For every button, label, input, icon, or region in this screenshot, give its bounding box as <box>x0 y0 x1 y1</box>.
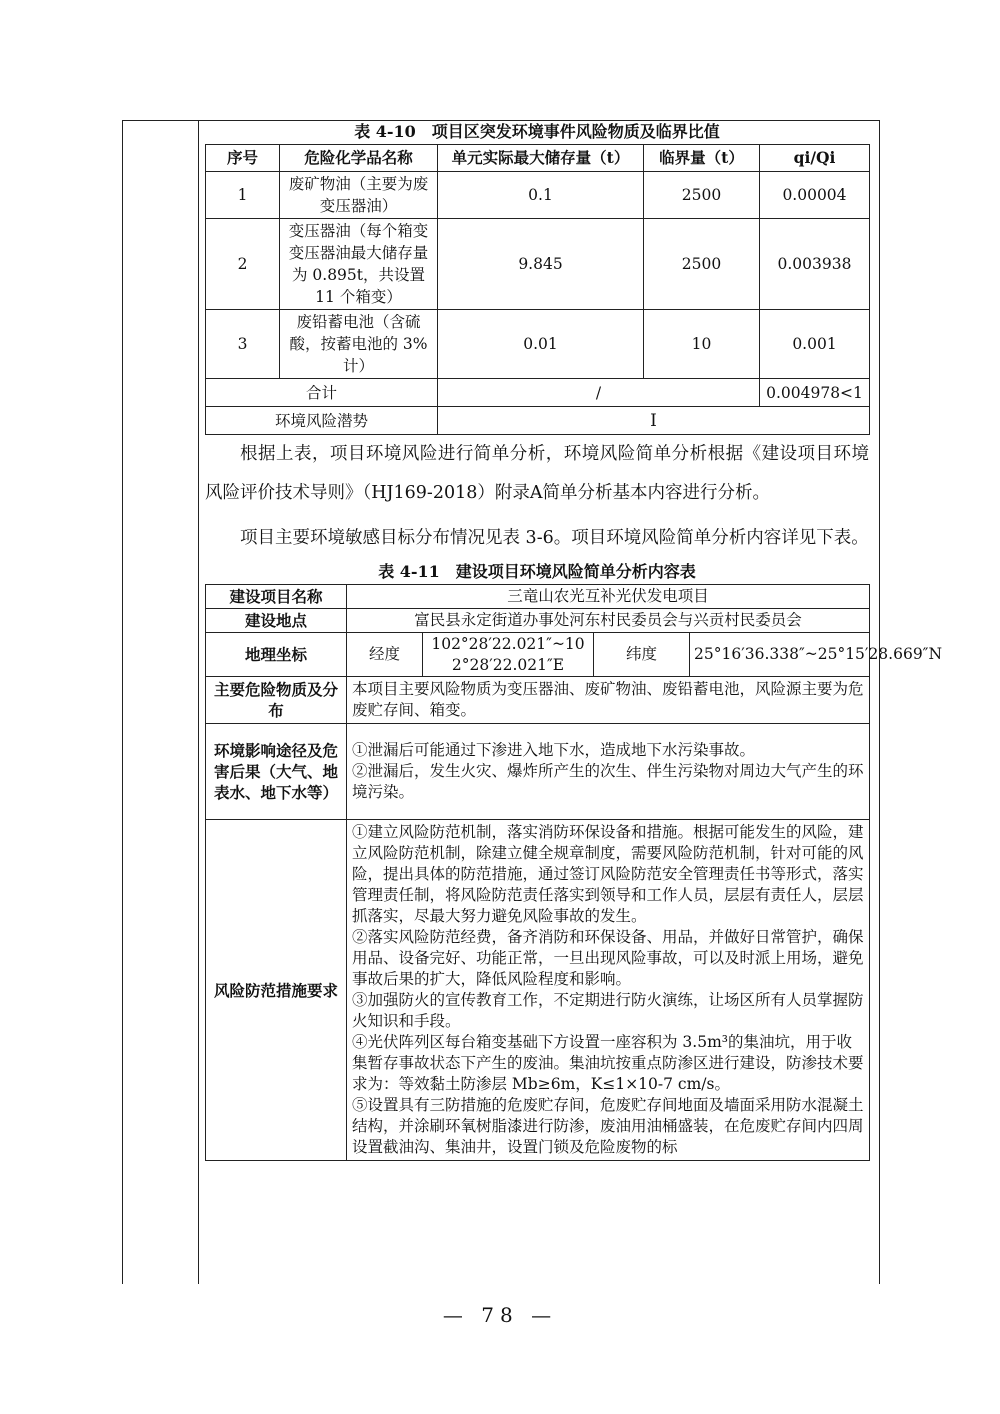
table-row <box>206 609 870 633</box>
measure-line: ④光伏阵列区每台箱变基础下方设置一座容积为 3.5m³的集油坑，用于收集暂存事故状态下产生的废油。集油坑按重点防渗区进行建设，防渗技术要求为：等效黏土防渗层 Mb≥6m，K≤1×10-7 cm/s。 <box>352 1033 864 1093</box>
header-cell: 危险化学品名称 <box>280 145 438 172</box>
potential-row <box>206 407 870 435</box>
table-row <box>206 820 870 1161</box>
header-cell: 临界量（t） <box>644 145 760 172</box>
measure-cell <box>347 820 870 1161</box>
impact-line: ①泄漏后可能通过下渗进入地下水，造成地下水污染事故。 <box>352 741 756 759</box>
measure-label: 风险防范措施要求 <box>206 820 347 1161</box>
lat-value: 25°16′36.338″~25°15′28.669″N <box>690 633 870 677</box>
cell-name: 变压器油（每个箱变变压器油最大储存量为 0.895t，共设置 11 个箱变） <box>280 219 438 310</box>
total-value: 0.004978<1 <box>760 379 870 407</box>
cell-critical: 10 <box>644 310 760 379</box>
lat-label: 纬度 <box>594 633 690 677</box>
page-content <box>205 120 943 1161</box>
cell-ratio: 0.001 <box>760 310 870 379</box>
location-label: 建设地点 <box>206 609 347 633</box>
paragraph: 项目主要环境敏感目标分布情况见表 3-6。项目环境风险简单分析内容详见下表。 <box>240 528 869 548</box>
measure-line: ①建立风险防范机制，落实消防环保设备和措施。根据可能发生的风险，建立风险防范机制，除建立健全规章制度，需要风险防范机制，针对可能的风险，提出具体的防范措施，通过签订风险防范安全管理责任书等形式，落实管理责任制，将风险防范责任落实到领导和工作人员，层层有责任人，层层抓落实，尽最大努力避免风险事故的发生。 <box>352 823 864 925</box>
table-row <box>206 677 870 724</box>
measure-line: ②落实风险防范经费，备齐消防和环保设备、用品，并做好日常管护，确保用品、设备完好、功能正常，一旦出现风险事故，可以及时派上用场，避免事故后果的扩大，降低风险程度和影响。 <box>352 928 864 988</box>
location: 富民县永定街道办事处河东村民委员会与兴贡村民委员会 <box>347 609 870 633</box>
potential-label: 环境风险潜势 <box>206 407 438 435</box>
cell-no: 3 <box>206 310 280 379</box>
cell-max: 0.1 <box>438 172 644 219</box>
cell-no: 1 <box>206 172 280 219</box>
cell-critical: 2500 <box>644 219 760 310</box>
hazard-label: 主要危险物质及分布 <box>206 677 347 724</box>
table-header-row <box>206 145 870 172</box>
page-number: — 78 — <box>442 1303 558 1327</box>
cell-max: 9.845 <box>438 219 644 310</box>
cell-max: 0.01 <box>438 310 644 379</box>
lon-value: 102°28′22.021″~102°28′22.021″E <box>423 633 594 677</box>
table-410-caption: 表 4-10 项目区突发环境事件风险物质及临界比值 <box>354 122 720 141</box>
cell-no: 2 <box>206 219 280 310</box>
measure-line: ③加强防火的宣传教育工作，不定期进行防火演练，让场区所有人员掌握防火知识和手段。 <box>352 991 864 1030</box>
header-cell: 序号 <box>206 145 280 172</box>
paragraph: 根据上表，项目环境风险进行简单分析，环境风险简单分析根据《建设项目环境风险评价技术导则》（HJ169-2018）附录A简单分析基本内容进行分析。 <box>205 444 869 503</box>
impact-label: 环境影响途径及危害后果（大气、地表水、地下水等） <box>206 724 347 820</box>
project-name: 三竜山农光互补光伏发电项目 <box>347 585 870 609</box>
table-row <box>206 219 870 310</box>
frame-divider <box>198 120 199 1284</box>
table-row <box>206 585 870 609</box>
table-row <box>206 172 870 219</box>
impact-cell <box>347 724 870 820</box>
total-row <box>206 379 870 407</box>
lon-label: 经度 <box>347 633 423 677</box>
table-row <box>206 633 870 677</box>
measure-line: ⑤设置具有三防措施的危废贮存间，危废贮存间地面及墙面采用防水混凝土结构，并涂刷环氧树脂漆进行防渗，废油用油桶盛装，在危废贮存间内四周设置截油沟、集油井，设置门锁及危险废物的标 <box>352 1096 864 1156</box>
header-cell: qi/Qi <box>760 145 870 172</box>
table-411-caption: 表 4-11 建设项目环境风险简单分析内容表 <box>378 562 696 581</box>
total-label: 合计 <box>206 379 438 407</box>
coord-label: 地理坐标 <box>206 633 347 677</box>
table-row <box>206 310 870 379</box>
potential-value: I <box>438 407 870 435</box>
project-name-label: 建设项目名称 <box>206 585 347 609</box>
header-cell: 单元实际最大储存量（t） <box>438 145 644 172</box>
table-row <box>206 724 870 820</box>
impact-line: ②泄漏后，发生火灾、爆炸所产生的次生、伴生污染物对周边大气产生的环境污染。 <box>352 762 864 801</box>
table-410 <box>205 144 870 435</box>
cell-name: 废铅蓄电池（含硫酸，按蓄电池的 3%计） <box>280 310 438 379</box>
total-slash: / <box>438 379 760 407</box>
hazard-text: 本项目主要风险物质为变压器油、废矿物油、废铅蓄电池，风险源主要为危废贮存间、箱变。 <box>347 677 870 724</box>
cell-ratio: 0.00004 <box>760 172 870 219</box>
cell-ratio: 0.003938 <box>760 219 870 310</box>
cell-name: 废矿物油（主要为废变压器油） <box>280 172 438 219</box>
cell-critical: 2500 <box>644 172 760 219</box>
table-411 <box>205 584 943 1161</box>
